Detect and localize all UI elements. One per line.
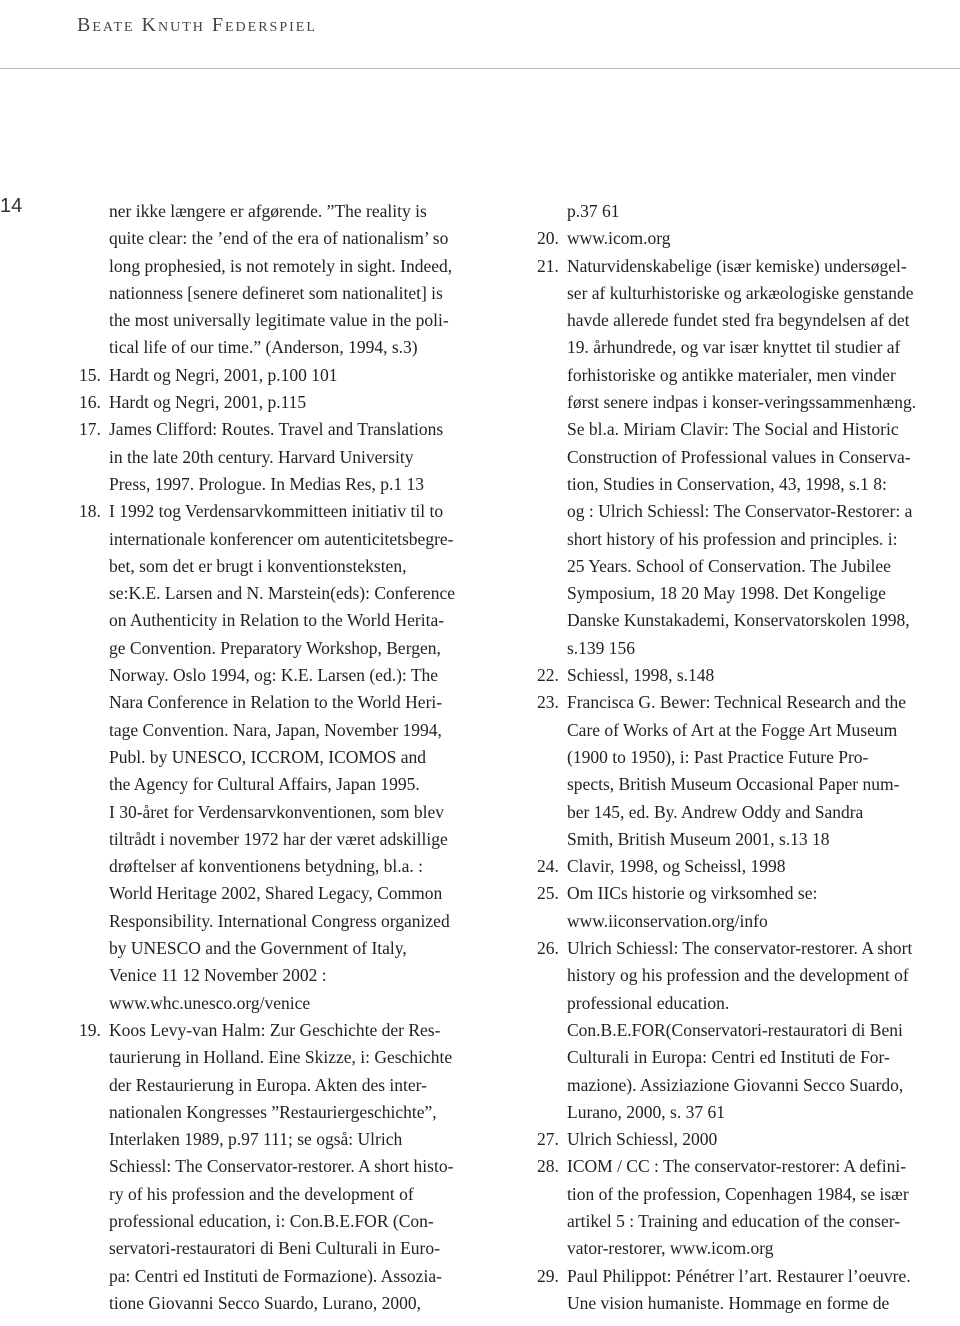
footnote-text: Naturvidenskabelige (især kemiske) undersøgel- [567, 255, 907, 276]
footnote-text: spects, British Museum Occasional Paper num- [567, 774, 900, 795]
footnote-text: taurierung in Holland. Eine Skizze, i: Geschichte [109, 1047, 453, 1068]
footnote-line [79, 1044, 499, 1071]
footnote-text: I 30-året for Verdensarvkonventionen, som blev [109, 801, 444, 822]
footnote-text: ber 145, ed. By. Andrew Oddy and Sandra [567, 801, 864, 822]
footnote-line [79, 389, 499, 416]
footnote-line [537, 253, 957, 280]
footnote-text: tion of the profession, Copenhagen 1984, se især [567, 1183, 909, 1204]
header-rule [0, 68, 960, 69]
footnote-text: tage Convention. Nara, Japan, November 1994, [109, 719, 442, 740]
footnote-text: Schiessl, 1998, s.148 [567, 665, 715, 686]
footnote-text: s.139 156 [567, 637, 636, 658]
footnote-number: 17. [79, 419, 101, 440]
footnote-line [79, 580, 499, 607]
footnote-line [537, 662, 957, 689]
footnote-text: Paul Philippot: Pénétrer l’art. Restaurer l’oeuvre. [567, 1265, 911, 1286]
footnote-line [79, 799, 499, 826]
footnote-line [79, 1099, 499, 1126]
footnote-text: Lurano, 2000, s. 37 61 [567, 1101, 725, 1122]
left-column [79, 198, 499, 1317]
footnote-text: Culturali in Europa: Centri ed Instituti de For- [567, 1047, 890, 1068]
right-column [537, 198, 957, 1317]
footnote-text: World Heritage 2002, Shared Legacy, Common [109, 883, 443, 904]
footnote-line [79, 1290, 499, 1317]
footnote-line [79, 880, 499, 907]
footnote-text: Hardt og Negri, 2001, p.100 101 [109, 364, 338, 385]
footnote-number: 22. [537, 665, 559, 686]
footnote-text: Care of Works of Art at the Fogge Art Museum [567, 719, 898, 740]
footnote-line [537, 1263, 957, 1290]
footnote-line [79, 1153, 499, 1180]
footnote-line [79, 689, 499, 716]
footnote-text: www.whc.unesco.org/venice [109, 992, 311, 1013]
footnote-line [79, 1208, 499, 1235]
footnote-text: nationalen Kongresses ”Restauriergeschichte”, [109, 1101, 437, 1122]
footnote-text: vator-restorer, www.icom.org [567, 1238, 774, 1259]
footnote-text: Interlaken 1989, p.97 111; se også: Ulrich [109, 1129, 403, 1150]
footnote-line [537, 1044, 957, 1071]
footnote-text: der Restaurierung in Europa. Akten des inter- [109, 1074, 427, 1095]
footnote-line [537, 471, 957, 498]
footnote-line [537, 1099, 957, 1126]
footnote-line [79, 553, 499, 580]
footnote-line [537, 416, 957, 443]
footnote-line [79, 717, 499, 744]
footnote-line [537, 280, 957, 307]
footnote-text: Press, 1997. Prologue. In Medias Res, p.1 13 [109, 473, 424, 494]
footnote-line [537, 771, 957, 798]
footnote-text: Clavir, 1998, og Scheissl, 1998 [567, 856, 786, 877]
footnote-number: 26. [537, 938, 559, 959]
footnote-text: the Agency for Cultural Affairs, Japan 1995. [109, 774, 420, 795]
footnote-text: Danske Kunstakademi, Konservatorskolen 1998, [567, 610, 910, 631]
footnote-line [537, 935, 957, 962]
footnote-text: p.37 61 [567, 201, 620, 221]
footnote-text: Ulrich Schiessl: The conservator-restorer. A short [567, 938, 913, 959]
footnote-number: 29. [537, 1265, 559, 1286]
footnote-text: Schiessl: The Conservator-restorer. A short histo- [109, 1156, 454, 1177]
footnote-line [537, 1290, 957, 1317]
footnote-line [79, 662, 499, 689]
footnote-text: Hardt og Negri, 2001, p.115 [109, 392, 307, 413]
footnote-number: 24. [537, 856, 559, 877]
running-header: Beate Knuth Federspiel [77, 14, 317, 36]
footnote-line [537, 1181, 957, 1208]
footnote-text: professional education. [567, 992, 730, 1013]
footnote-text: 19. århundrede, og var især knyttet til studier af [567, 337, 901, 358]
footnote-line [79, 526, 499, 553]
footnote-line [79, 334, 499, 361]
footnote-text: I 1992 tog Verdensarvkommitteen initiativ til to [109, 501, 444, 522]
footnote-number: 23. [537, 692, 559, 713]
footnote-line [537, 580, 957, 607]
footnote-line [79, 253, 499, 280]
footnote-text: by UNESCO and the Government of Italy, [109, 938, 407, 959]
footnote-text: artikel 5 : Training and education of the conser- [567, 1210, 901, 1231]
footnote-line [79, 498, 499, 525]
footnote-line [79, 471, 499, 498]
footnote-text: in the late 20th century. Harvard University [109, 446, 414, 467]
footnote-text: Publ. by UNESCO, ICCROM, ICOMOS and [109, 746, 426, 767]
footnote-line [79, 225, 499, 252]
footnote-number: 19. [79, 1019, 101, 1040]
footnote-text: the most universally legitimate value in the poli- [109, 310, 449, 331]
footnote-text: Venice 11 12 November 2002 : [109, 965, 327, 986]
footnote-text: tione Giovanni Secco Suardo, Lurano, 2000, [109, 1292, 422, 1313]
footnote-line [537, 744, 957, 771]
footnote-text: www.icom.org [567, 228, 671, 249]
footnote-text: ICOM / CC : The conservator-restorer: A defini- [567, 1156, 907, 1177]
footnote-line [537, 362, 957, 389]
footnote-text: ge Convention. Preparatory Workshop, Bergen, [109, 637, 441, 658]
footnote-line [79, 1126, 499, 1153]
footnote-line [79, 1181, 499, 1208]
footnote-text: ry of his profession and the development of [109, 1183, 414, 1204]
footnote-line [537, 389, 957, 416]
footnote-line [79, 935, 499, 962]
footnote-line [79, 908, 499, 935]
footnote-text: (1900 to 1950), i: Past Practice Future Pro- [567, 746, 869, 767]
footnote-line [79, 962, 499, 989]
footnote-line [537, 689, 957, 716]
footnote-line [537, 799, 957, 826]
footnote-text: Se bl.a. Miriam Clavir: The Social and Historic [567, 419, 899, 440]
footnote-line [537, 1153, 957, 1180]
footnote-line [537, 607, 957, 634]
footnote-text: James Clifford: Routes. Travel and Translations [109, 419, 444, 440]
footnote-text: Une vision humaniste. Hommage en forme de [567, 1292, 890, 1313]
footnote-text: Om IICs historie og virksomhed se: [567, 883, 818, 904]
footnote-text: pa: Centri ed Instituti de Formazione). Assozia- [109, 1265, 442, 1286]
footnote-line [79, 744, 499, 771]
footnote-text: Symposium, 18 20 May 1998. Det Kongelige [567, 583, 886, 604]
footnote-line [79, 1017, 499, 1044]
footnote-line [537, 853, 957, 880]
footnote-line [537, 225, 957, 252]
footnote-line [537, 635, 957, 662]
footnote-line [79, 853, 499, 880]
footnote-text: history og his profession and the development of [567, 965, 909, 986]
footnote-text: 25 Years. School of Conservation. The Jubilee [567, 555, 891, 576]
footnote-text: professional education, i: Con.B.E.FOR (Con- [109, 1210, 434, 1231]
footnote-line [537, 1126, 957, 1153]
footnote-line [537, 553, 957, 580]
footnote-line [79, 444, 499, 471]
footnote-line [537, 990, 957, 1017]
footnote-line [537, 880, 957, 907]
footnote-text: nationness [senere defineret som nationalitet] is [109, 282, 443, 303]
footnote-number: 25. [537, 883, 559, 904]
footnote-line [537, 717, 957, 744]
footnote-number: 20. [537, 228, 559, 249]
footnote-text: Francisca G. Bewer: Technical Research and the [567, 692, 907, 713]
footnote-text: Responsibility. International Congress organized [109, 910, 450, 931]
footnote-text: mazione). Assiziazione Giovanni Secco Suardo, [567, 1074, 904, 1095]
footnote-text: Con.B.E.FOR(Conservatori-restauratori di Beni [567, 1019, 903, 1040]
footnote-number: 15. [79, 364, 101, 385]
footnote-text: ser af kulturhistoriske og arkæologiske genstande [567, 282, 914, 303]
footnote-text: Koos Levy-van Halm: Zur Geschichte der Res- [109, 1019, 441, 1040]
footnote-text: ner ikke længere er afgørende. ”The reality is [109, 201, 427, 221]
footnote-line [79, 362, 499, 389]
footnote-text: www.iiconservation.org/info [567, 910, 768, 931]
footnote-text: bet, som det er brugt i konventionsteksten, [109, 555, 407, 576]
footnote-text: tical life of our time.” (Anderson, 1994, s.3) [109, 337, 418, 358]
footnote-number: 27. [537, 1129, 559, 1150]
footnote-text: Norway. Oslo 1994, og: K.E. Larsen (ed.): The [109, 665, 439, 686]
footnote-line [537, 198, 957, 225]
footnote-line [79, 416, 499, 443]
footnote-text: havde allerede fundet sted fra begyndelsen af det [567, 310, 910, 331]
footnote-text: tion, Studies in Conservation, 43, 1998, s.1 8: [567, 473, 887, 494]
footnote-number: 16. [79, 392, 101, 413]
footnote-number: 21. [537, 255, 559, 276]
footnote-text: Construction of Professional values in Conserva- [567, 446, 911, 467]
footnote-text: Nara Conference in Relation to the World Heri- [109, 692, 443, 713]
footnote-line [79, 635, 499, 662]
footnote-line [79, 990, 499, 1017]
footnote-text: short history of his profession and principles. i: [567, 528, 898, 549]
footnote-number: 28. [537, 1156, 559, 1177]
footnote-line [79, 826, 499, 853]
page-number: 14 [0, 195, 23, 217]
footnote-number: 18. [79, 501, 101, 522]
footnote-text: internationale konferencer om autenticitetsbegre- [109, 528, 454, 549]
footnote-line [537, 526, 957, 553]
footnote-line [79, 607, 499, 634]
footnote-line [537, 1208, 957, 1235]
footnote-text: on Authenticity in Relation to the World Herita- [109, 610, 445, 631]
footnote-line [537, 444, 957, 471]
footnote-text: tiltrådt i november 1972 har der været adskillige [109, 828, 448, 849]
footnote-line [537, 826, 957, 853]
footnote-text: servatori-restauratori di Beni Culturali in Euro- [109, 1238, 440, 1259]
footnote-line [79, 307, 499, 334]
footnote-line [537, 962, 957, 989]
footnote-line [79, 771, 499, 798]
footnote-line [79, 1072, 499, 1099]
footnote-text: Smith, British Museum 2001, s.13 18 [567, 828, 830, 849]
footnote-line [537, 307, 957, 334]
footnote-line [537, 1072, 957, 1099]
footnote-text: og : Ulrich Schiessl: The Conservator-Restorer: a [567, 501, 913, 522]
footnote-text: Ulrich Schiessl, 2000 [567, 1129, 718, 1150]
footnote-text: drøftelser af konventionens betydning, bl.a. : [109, 856, 423, 877]
footnote-line [537, 908, 957, 935]
footnote-text: først senere indpas i konser-veringssammenhæng. [567, 392, 917, 413]
footnote-text: se:K.E. Larsen and N. Marstein(eds): Conference [109, 583, 455, 604]
footnote-line [537, 498, 957, 525]
footnote-text: long prophesied, is not remotely in sight. Indeed, [109, 255, 453, 276]
footnote-line [79, 1235, 499, 1262]
footnote-line [537, 1017, 957, 1044]
footnote-text: forhistoriske og antikke materialer, men vinder [567, 364, 896, 385]
footnote-line [79, 280, 499, 307]
footnote-line [79, 198, 499, 225]
footnote-text: quite clear: the ’end of the era of nationalism’ so [109, 228, 449, 249]
footnote-line [537, 334, 957, 361]
footnote-line [79, 1263, 499, 1290]
footnote-line [537, 1235, 957, 1262]
